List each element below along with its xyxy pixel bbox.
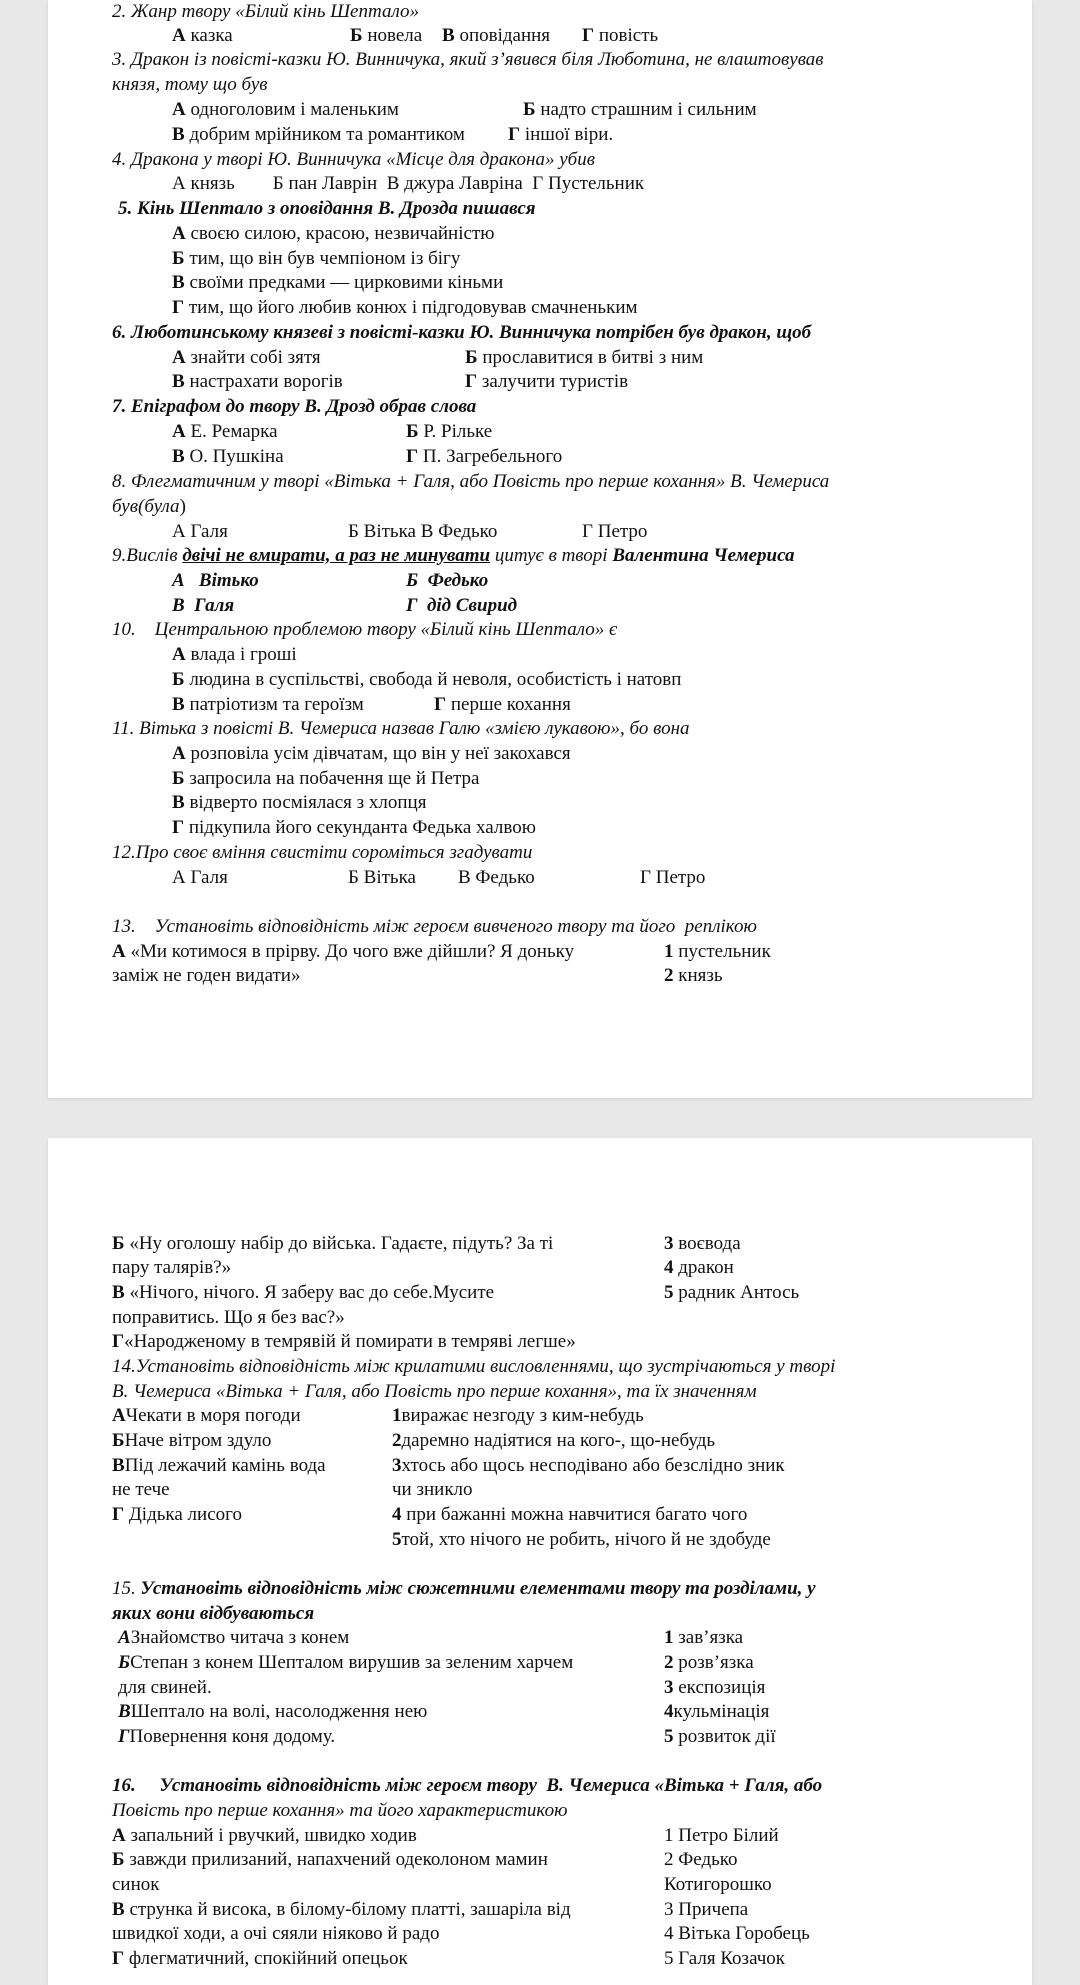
q12-question: 12.Про своє вміння свистіти сороміться згадувати xyxy=(112,842,533,863)
q3-option-a: А одноголовим і маленьким xyxy=(172,99,399,120)
q14-option-b: БНаче вітром здуло xyxy=(112,1430,272,1451)
q8-option-a: А Галя xyxy=(172,521,228,542)
q11-option-b: Б запросила на побачення ще й Петра xyxy=(172,768,480,789)
q16-option-b-line1: Б завжди прилизаний, напахчений одеколоном мамин xyxy=(112,1849,548,1870)
q11-option-c: В відверто посміялася з хлопця xyxy=(172,792,427,813)
q7-option-a: А Е. Ремарка xyxy=(172,421,278,442)
q13-option-d: Г«Народженому в темрявій й помирати в темряві легше» xyxy=(112,1331,576,1352)
q15-answer-2: 2 розв’язка xyxy=(664,1652,754,1673)
q16-option-c-line1: В струнка й висока, в білому-білому платті, зашаріла від xyxy=(112,1899,571,1920)
q15-question-line2: яких вони відбуваються xyxy=(112,1603,315,1624)
q15-question-line1: 15. Установіть відповідність між сюжетними елементами твору та розділами, у xyxy=(112,1578,816,1599)
q13-option-c-line2: поправитись. Що я без вас?» xyxy=(112,1307,345,1328)
q16-answer-2-line2: Котигорошко xyxy=(664,1874,772,1895)
q16-answer-5: 5 Галя Козачок xyxy=(664,1948,786,1969)
q14-option-a: АЧекати в моря погоди xyxy=(112,1405,301,1426)
q13-answer-2: 2 князь xyxy=(664,965,723,986)
q14-answer-3-line2: чи зникло xyxy=(392,1479,473,1500)
q3-option-c: В добрим мрійником та романтиком xyxy=(172,124,465,145)
q2-option-c: В оповідання xyxy=(442,25,551,46)
q9-option-c: В Галя xyxy=(172,595,235,616)
q13-answer-5: 5 радник Антось xyxy=(664,1282,800,1303)
q13-answer-1: 1 пустельник xyxy=(664,941,771,962)
q16-answer-2-line1: 2 Федько xyxy=(664,1849,738,1870)
q2-question: 2. Жанр твору «Білий кінь Шептало» xyxy=(112,1,419,22)
q11-option-a: А розповіла усім дівчатам, що він у неї закохався xyxy=(172,743,571,764)
q15-option-b-line2: для свиней. xyxy=(118,1677,212,1698)
q14-option-d: Г Дідька лисого xyxy=(112,1504,242,1525)
q15-answer-5: 5 розвиток дії xyxy=(664,1726,776,1747)
q4-options: А князь Б пан Лаврін В джура Лавріна Г Пустельник xyxy=(172,173,645,194)
q14-answer-4: 4 при бажанні можна навчитися багато чого xyxy=(392,1504,748,1525)
q16-option-b-line2: синок xyxy=(112,1874,160,1895)
q15-answer-3: 3 експозиція xyxy=(664,1677,766,1698)
q13-option-a-line2: заміж не годен видати» xyxy=(112,965,301,986)
q6-question: 6. Люботинському князеві з повісті-казки Ю. Винничука потрібен був дракон, щоб xyxy=(112,322,812,343)
q14-option-c-line2: не тече xyxy=(112,1479,170,1500)
q7-option-b: Б Р. Рільке xyxy=(406,421,493,442)
q2-option-b: Б новела xyxy=(350,25,423,46)
q10-option-c: В патріотизм та героїзм xyxy=(172,694,364,715)
q10-question: 10. Центральною проблемою твору «Білий кінь Шептало» є xyxy=(112,619,618,640)
q12-option-d: Г Петро xyxy=(640,867,706,888)
q15-answer-1: 1 зав’язка xyxy=(664,1627,744,1648)
q8-option-d: Г Петро xyxy=(582,521,648,542)
q14-option-c-line1: ВПід лежачий камінь вода xyxy=(112,1455,326,1476)
q9-option-d: Г дід Свирид xyxy=(406,595,518,616)
q9-question: 9.Вислів двічі не вмирати, а раз не минувати цитує в творі Валентина Чемериса xyxy=(112,545,795,566)
q14-answer-2: 2даремно надіятися на кого-, що-небудь xyxy=(392,1430,716,1451)
page-2 xyxy=(48,1138,1032,1985)
q10-option-a: А влада і гроші xyxy=(172,644,297,665)
q16-answer-4: 4 Вітька Горобець xyxy=(664,1923,810,1944)
q5-option-d: Г тим, що його любив конюх і підгодовував смачненьким xyxy=(172,297,638,318)
q6-option-b: Б прославитися в битві з ним xyxy=(465,347,704,368)
q10-option-d: Г перше кохання xyxy=(434,694,571,715)
q15-option-d: ГПовернення коня додому. xyxy=(118,1726,336,1747)
q14-answer-1: 1виражає незгоду з ким-небудь xyxy=(392,1405,644,1426)
q11-option-d: Г підкупила його секунданта Федька халвою xyxy=(172,817,536,838)
q13-option-a-line1: А «Ми котимося в прірву. До чого вже дійшли? Я доньку xyxy=(112,941,575,962)
q14-question-line1: 14.Установіть відповідність між крилатими висловленнями, що зустрічаються у творі xyxy=(112,1356,836,1377)
q2-option-a: А казка xyxy=(172,25,233,46)
q7-question: 7. Епіграфом до твору В. Дрозд обрав слова xyxy=(112,396,477,417)
q13-answer-3: 3 воєвода xyxy=(664,1233,741,1254)
q13-answer-4: 4 дракон xyxy=(664,1257,734,1278)
q5-option-a: А своєю силою, красою, незвичайністю xyxy=(172,223,495,244)
q15-option-b-line1: БСтепан з конем Шепталом вирушив за зеленим харчем xyxy=(118,1652,574,1673)
q3-option-d: Г іншої віри. xyxy=(508,124,614,145)
q13-question: 13. Установіть відповідність між героєм вивченого твору та його реплікою xyxy=(112,916,757,937)
q7-option-d: Г П. Загребельного xyxy=(406,446,563,467)
q4-question: 4. Дракона у творі Ю. Винничука «Місце для дракона» убив xyxy=(112,149,595,170)
q3-question-line1: 3. Дракон із повісті-казки Ю. Винничука, який з’явився біля Люботина, не влаштовував xyxy=(112,49,824,70)
q9-option-a: А Вітько xyxy=(172,570,259,591)
q5-question: 5. Кінь Шептало з оповідання В. Дрозда пишався xyxy=(118,198,536,219)
q13-option-b-line2: пару талярів?» xyxy=(112,1257,232,1278)
q3-question-line2: князя, тому що був xyxy=(112,74,268,95)
q14-answer-3-line1: 3хтось або щось несподівано або безслідно зник xyxy=(392,1455,785,1476)
q7-option-c: В О. Пушкіна xyxy=(172,446,284,467)
q14-answer-5: 5той, хто нічого не робить, нічого й не здобуде xyxy=(392,1529,771,1550)
q6-option-d: Г залучити туристів xyxy=(465,371,629,392)
q6-option-a: А знайти собі зятя xyxy=(172,347,321,368)
q8-option-bc: Б Вітька В Федько xyxy=(348,521,498,542)
q5-option-c: В своїми предками — цирковими кіньми xyxy=(172,272,504,293)
q16-option-a: А запальний і рвучкий, швидко ходив xyxy=(112,1825,417,1846)
q16-option-c-line2: швидкої ходи, а очі сяяли ніяково й радо xyxy=(112,1923,440,1944)
q15-answer-4: 4кульмінація xyxy=(664,1701,770,1722)
q8-question-line2: був(була) xyxy=(112,496,186,517)
q9-option-b: Б Федько xyxy=(406,570,489,591)
q15-option-c: ВШептало на волі, насолодження нею xyxy=(118,1701,428,1722)
q16-question-line1: 16. Установіть відповідність між героєм твору В. Чемериса «Вітька + Галя, або xyxy=(112,1775,823,1796)
q13-option-b-line1: Б «Ну оголошу набір до війська. Гадаєте, підуть? За ті xyxy=(112,1233,554,1254)
q12-option-c: В Федько xyxy=(458,867,535,888)
q8-question-line1: 8. Флегматичним у творі «Вітька + Галя, або Повість про перше кохання» В. Чемериса xyxy=(112,471,830,492)
q10-option-b: Б людина в суспільстві, свобода й неволя, особистість і натовп xyxy=(172,669,682,690)
q13-option-c-line1: В «Нічого, нічого. Я заберу вас до себе.Мусите xyxy=(112,1282,495,1303)
q14-question-line2: В. Чемериса «Вітька + Галя, або Повість про перше кохання», та їх значенням xyxy=(112,1381,757,1402)
q6-option-c: В настрахати ворогів xyxy=(172,371,343,392)
page-1 xyxy=(48,0,1032,1098)
q16-option-d: Г флегматичний, спокійний опецьок xyxy=(112,1948,408,1969)
q16-question-line2: Повість про перше кохання» та його характеристикою xyxy=(112,1800,568,1821)
q16-answer-3: 3 Причепа xyxy=(664,1899,749,1920)
q2-option-d: Г повість xyxy=(582,25,659,46)
q5-option-b: Б тим, що він був чемпіоном із бігу xyxy=(172,248,461,269)
q12-option-a: А Галя xyxy=(172,867,228,888)
q15-option-a: АЗнайомство читача з конем xyxy=(118,1627,350,1648)
q12-option-b: Б Вітька xyxy=(348,867,416,888)
q11-question: 11. Вітька з повісті В. Чемериса назвав Галю «змією лукавою», бо вона xyxy=(112,718,690,739)
q3-option-b: Б надто страшним і сильним xyxy=(523,99,757,120)
q16-answer-1: 1 Петро Білий xyxy=(664,1825,779,1846)
